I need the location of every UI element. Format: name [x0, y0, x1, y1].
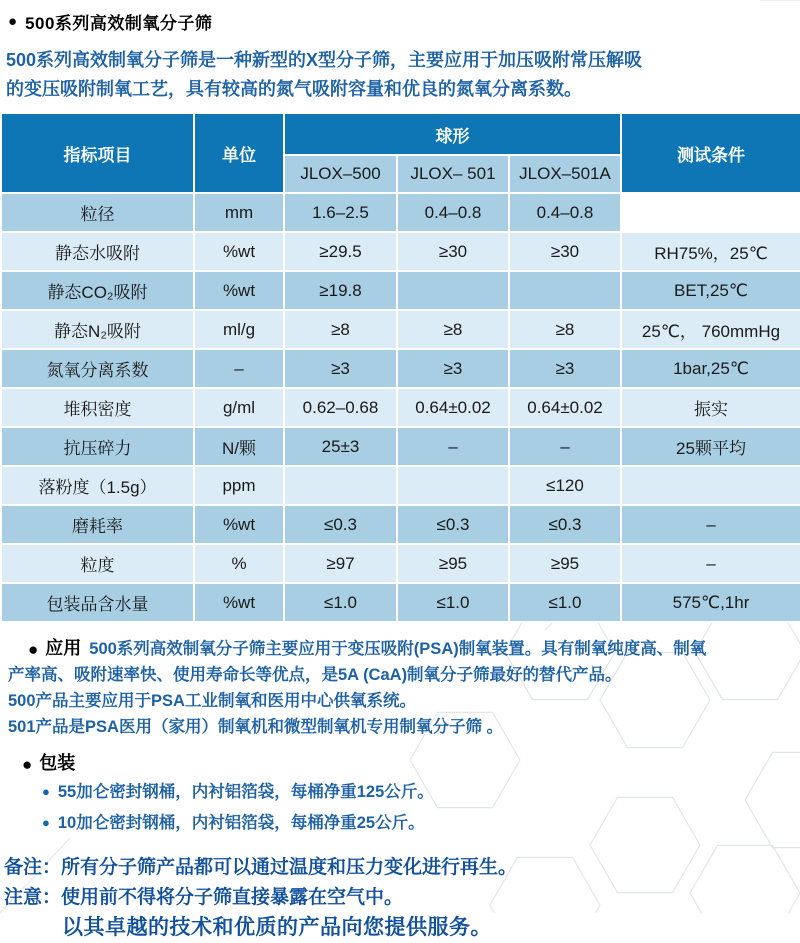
row-value-cell: 0.62–0.68 [284, 388, 397, 427]
row-unit-cell: % [194, 544, 284, 583]
row-value-cell: 25±3 [284, 427, 397, 466]
row-value-cell [284, 466, 397, 505]
row-unit-cell: %wt [194, 271, 284, 310]
page-title-row [0, 0, 800, 34]
row-unit-cell: %wt [194, 505, 284, 544]
intro-line-2: 的变压吸附制氧工艺，具有较高的氮气吸附容量和优良的氮氧分离系数。 [6, 79, 582, 99]
packaging-item-1-text: 55加仑密封钢桶，内衬铝箔袋，每桶净重125公斤。 [57, 783, 434, 801]
row-value-cell: 0.64±0.02 [509, 388, 621, 427]
table-row [1, 583, 800, 622]
row-value-cell: ≥97 [284, 544, 397, 583]
table-row [1, 544, 800, 583]
remark-text: 所有分子筛产品都可以通过温度和压力变化进行再生。 [61, 857, 518, 878]
col-header-model-jlox501: JLOX– 501 [397, 155, 509, 193]
row-value-cell: ≥3 [284, 349, 397, 388]
row-value-cell: ≥3 [509, 349, 621, 388]
packaging-item-1 [42, 777, 800, 808]
col-header-model-jlox501a: JLOX–501A [509, 155, 621, 193]
page-title: 500系列高效制氧分子筛 [25, 14, 213, 33]
caution-label: 注意： [4, 887, 62, 908]
row-item-cell: 落粉度（1.5g） [1, 466, 194, 505]
col-header-item: 指标项目 [1, 113, 194, 193]
row-condition-cell: 1bar,25℃ [621, 349, 800, 388]
row-item-cell: 静态水吸附 [1, 232, 194, 271]
row-value-cell: ≤0.3 [509, 505, 621, 544]
application-section [0, 635, 800, 740]
row-value-cell: ≥3 [397, 349, 509, 388]
title-bullet-icon: ● [8, 13, 18, 30]
row-condition-cell [621, 466, 800, 505]
row-value-cell: ≥8 [397, 310, 509, 349]
row-value-cell: ≥19.8 [284, 271, 397, 310]
intro-paragraph [6, 46, 800, 104]
remark-label: 备注： [4, 857, 62, 878]
row-value-cell: ≥30 [509, 232, 621, 271]
row-condition-cell: 振实 [621, 388, 800, 427]
row-unit-cell: %wt [194, 232, 284, 271]
row-value-cell [509, 271, 621, 310]
row-item-cell: 抗压碎力 [1, 427, 194, 466]
closing-slogan: 以其卓越的技术和优质的产品向您提供服务。 [62, 916, 492, 939]
packaging-item-2 [42, 808, 800, 839]
row-item-cell: 氮氧分离系数 [1, 349, 194, 388]
row-condition-cell: – [621, 505, 800, 544]
application-line-1: 500系列高效制氧分子筛主要应用于变压吸附(PSA)制氧装置。具有制氧纯度高、制氧 [89, 640, 707, 658]
row-unit-cell: %wt [194, 583, 284, 622]
intro-line-1: 500系列高效制氧分子筛是一种新型的X型分子筛，主要应用于加压吸附常压解吸 [6, 50, 643, 70]
table-row [1, 466, 800, 505]
application-line-4: 501产品是PSA医用（家用）制氧机和微型制氧机专用制氧分子筛 。 [8, 718, 504, 736]
row-value-cell: ≤120 [509, 466, 621, 505]
row-value-cell: ≥8 [284, 310, 397, 349]
table-row [1, 310, 800, 349]
table-row [1, 271, 800, 310]
packaging-item-bullet-icon: ● [42, 815, 50, 830]
row-value-cell: ≤0.3 [397, 505, 509, 544]
table-row [1, 427, 800, 466]
row-unit-cell: ml/g [194, 310, 284, 349]
notes-section [0, 853, 800, 943]
application-bullet-icon: ● [28, 640, 39, 659]
packaging-section [0, 750, 800, 839]
caution-line [4, 883, 800, 913]
row-unit-cell: – [194, 349, 284, 388]
row-item-cell: 粒度 [1, 544, 194, 583]
spec-table [0, 112, 800, 623]
remark-line [4, 853, 800, 883]
table-row [1, 232, 800, 271]
table-row [1, 505, 800, 544]
row-value-cell: ≤1.0 [509, 583, 621, 622]
row-value-cell: 0.64±0.02 [397, 388, 509, 427]
col-header-group-spherical: 球形 [284, 113, 621, 155]
row-unit-cell: mm [194, 193, 284, 232]
row-condition-cell: 575℃,1hr [621, 583, 800, 622]
row-value-cell [397, 466, 509, 505]
row-unit-cell: N/颗 [194, 427, 284, 466]
spec-table-body [1, 193, 800, 622]
row-item-cell: 磨耗率 [1, 505, 194, 544]
row-condition-cell: – [621, 544, 800, 583]
row-value-cell: 0.4–0.8 [509, 193, 621, 232]
packaging-item-bullet-icon: ● [42, 784, 50, 799]
row-unit-cell: g/ml [194, 388, 284, 427]
row-item-cell: 粒径 [1, 193, 194, 232]
row-condition-cell: RH75%，25℃ [621, 232, 800, 271]
application-heading: 应用 [45, 638, 82, 658]
row-condition-cell: 25℃， 760mmHg [621, 310, 800, 349]
row-item-cell: 静态CO₂吸附 [1, 271, 194, 310]
table-row [1, 193, 800, 232]
row-item-cell: 静态N₂吸附 [1, 310, 194, 349]
row-item-cell: 堆积密度 [1, 388, 194, 427]
row-value-cell: ≤1.0 [397, 583, 509, 622]
row-item-cell: 包装品含水量 [1, 583, 194, 622]
col-header-model-jlox500: JLOX–500 [284, 155, 397, 193]
row-value-cell: ≥29.5 [284, 232, 397, 271]
packaging-item-2-text: 10加仑密封钢桶，内衬铝箔袋，每桶净重25公斤。 [57, 814, 425, 832]
row-value-cell: ≥95 [397, 544, 509, 583]
row-value-cell: ≥8 [509, 310, 621, 349]
table-row [1, 349, 800, 388]
row-condition-cell: 25颗平均 [621, 427, 800, 466]
packaging-bullet-icon: ● [22, 755, 33, 774]
application-line-3: 500产品主要应用于PSA工业制氧和医用中心供氧系统。 [8, 692, 416, 710]
row-value-cell: ≥30 [397, 232, 509, 271]
row-condition-cell: BET,25℃ [621, 271, 800, 310]
packaging-heading: 包装 [39, 753, 76, 773]
row-unit-cell: ppm [194, 466, 284, 505]
col-header-unit: 单位 [194, 113, 284, 193]
row-value-cell: 0.4–0.8 [397, 193, 509, 232]
caution-text: 使用前不得将分子筛直接暴露在空气中。 [61, 887, 404, 908]
row-value-cell: ≤0.3 [284, 505, 397, 544]
row-value-cell: ≤1.0 [284, 583, 397, 622]
row-value-cell: ≥95 [509, 544, 621, 583]
application-line-2: 产率高、吸附速率快、使用寿命长等优点，是5A (CaA)制氧分子筛最好的替代产品。 [8, 666, 622, 684]
row-value-cell [397, 271, 509, 310]
row-value-cell: – [509, 427, 621, 466]
table-row [1, 388, 800, 427]
col-header-condition: 测试条件 [621, 113, 800, 193]
row-value-cell: 1.6–2.5 [284, 193, 397, 232]
row-value-cell: – [397, 427, 509, 466]
